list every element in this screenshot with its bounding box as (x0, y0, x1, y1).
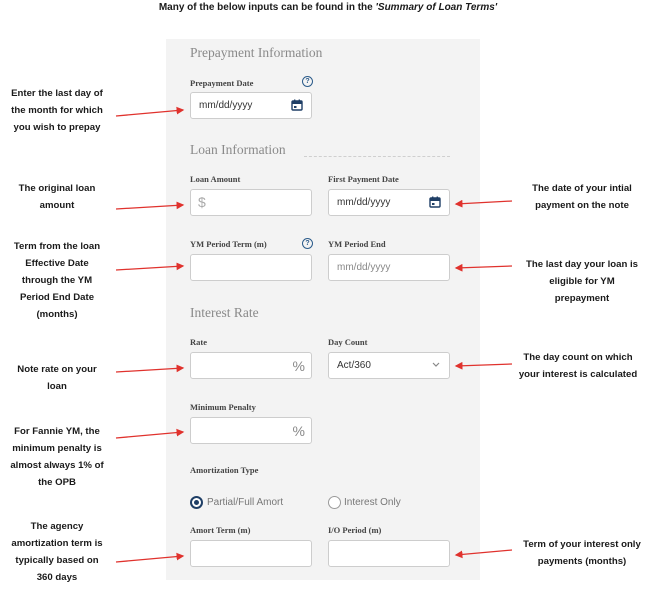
radio-interest-only-label[interactable]: Interest Only (344, 497, 401, 508)
section-title-interest: Interest Rate (190, 305, 259, 320)
annotation-line: prepayment (554, 293, 610, 304)
annotation-line: Note rate on your (17, 364, 97, 375)
io-period-label: I/O Period (m) (328, 525, 382, 535)
first-payment-date-placeholder: mm/dd/yyyy (337, 197, 391, 208)
annotation-line: (months) (36, 309, 78, 320)
loan-amount-label: Loan Amount (190, 174, 241, 184)
annotation-line: 360 days (36, 572, 78, 583)
annotation-line: The original loan (18, 183, 96, 194)
annotation-line: eligible for YM (549, 276, 615, 287)
first-payment-date-label: First Payment Date (328, 174, 399, 184)
arrow-minimum-penalty (116, 432, 183, 438)
annotation-line: the OPB (38, 477, 76, 488)
annotation-line: your interest is calculated (518, 369, 638, 380)
arrow-ym-period-term (116, 266, 183, 270)
amortization-type-label: Amortization Type (190, 465, 259, 475)
annotation-line: Enter the last day of (11, 88, 103, 99)
annotation-line: almost always 1% of (10, 460, 104, 471)
section-title-loan: Loan Information (190, 142, 286, 157)
arrow-amort-term (116, 556, 183, 562)
annotation-line: you wish to prepay (13, 122, 101, 133)
annotation-line: loan (47, 381, 67, 392)
header-emphasis: 'Summary of Loan Terms' (375, 2, 498, 13)
arrow-rate (116, 368, 183, 372)
radio-partial-full-amort-label[interactable]: Partial/Full Amort (207, 497, 284, 508)
ym-period-end-label: YM Period End (328, 239, 386, 249)
annotation-line: Term from the loan (13, 241, 101, 252)
annotation-line: typically based on (15, 555, 99, 566)
annotation-line: the month for which (11, 105, 103, 116)
ym-period-end-placeholder: mm/dd/yyyy (337, 262, 391, 273)
annotation-line: payments (months) (537, 556, 627, 567)
prepayment-date-label: Prepayment Date (190, 78, 254, 88)
annotation-line: The date of your intial (532, 183, 632, 194)
currency-prefix: $ (198, 194, 206, 210)
annotation-line: minimum penalty is (12, 443, 102, 454)
header-text: Many of the below inputs can be found in the (158, 2, 376, 13)
arrow-prepayment-date (116, 110, 183, 116)
arrow-io-period (456, 550, 512, 555)
day-count-label: Day Count (328, 337, 368, 347)
section-title-prepayment: Prepayment Information (190, 45, 323, 60)
annotation-line: amount (39, 200, 75, 211)
annotation-line: The last day your loan is (526, 259, 638, 270)
minimum-penalty-label: Minimum Penalty (190, 402, 256, 412)
percent-suffix: % (292, 358, 305, 374)
annotation-line: Effective Date (25, 258, 89, 269)
arrow-first-payment-date (456, 201, 512, 204)
annotation-line: Period End Date (19, 292, 95, 303)
annotation-line: through the YM (21, 275, 93, 286)
arrow-ym-period-end (456, 266, 512, 268)
ym-period-term-label: YM Period Term (m) (190, 239, 267, 249)
prepayment-date-placeholder: mm/dd/yyyy (199, 100, 253, 111)
annotation-line: amortization term is (11, 538, 103, 549)
annotation-line: Term of your interest only (523, 539, 641, 550)
day-count-value: Act/360 (337, 360, 371, 371)
percent-suffix: % (292, 423, 305, 439)
arrow-loan-amount (116, 205, 183, 209)
annotation-line: payment on the note (535, 200, 629, 211)
annotation-line: For Fannie YM, the (14, 426, 100, 437)
annotation-line: The day count on which (523, 352, 633, 363)
help-icon[interactable]: ? (302, 238, 313, 249)
amort-term-label: Amort Term (m) (190, 525, 251, 535)
annotation-line: The agency (30, 521, 84, 532)
help-icon[interactable]: ? (302, 76, 313, 87)
rate-label: Rate (190, 337, 207, 347)
arrow-day-count (456, 364, 512, 366)
